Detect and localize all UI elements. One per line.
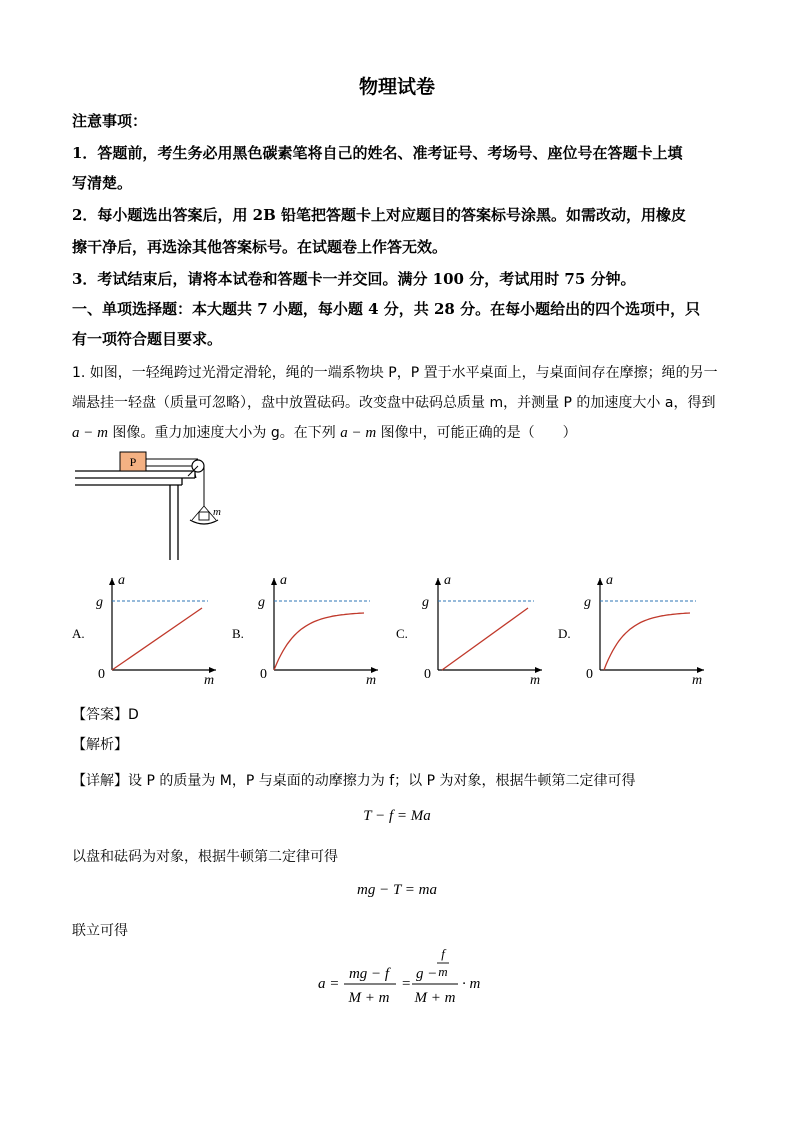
svg-text:M + m: M + m bbox=[348, 990, 390, 1006]
notice-item-1-line-2: 写清楚。 bbox=[72, 174, 133, 192]
question-line-1: 1. 如图，一轻绳跨过光滑定滑轮，绳的一端系物块 P，P 置于水平桌面上，与桌面间存在摩擦；绳的另一 bbox=[72, 365, 718, 381]
section-heading-line-2: 有一项符合题目要求。 bbox=[72, 330, 223, 348]
g-tick-label: g bbox=[258, 595, 265, 610]
y-axis-arrow bbox=[435, 578, 441, 585]
detail-text: 【详解】设 P 的质量为 M，P 与桌面的动摩擦力为 f；以 P 为对象，根据牛顿第二定律可得 bbox=[72, 773, 636, 789]
option-c-letter: C. bbox=[396, 626, 408, 641]
svg-text:=: = bbox=[402, 976, 411, 992]
y-axis-arrow bbox=[271, 578, 277, 585]
a-m-curve bbox=[442, 608, 528, 670]
g-tick-label: g bbox=[584, 595, 591, 610]
x-axis-label: m bbox=[692, 673, 703, 688]
apparatus-figure bbox=[70, 448, 240, 568]
svg-text:a =: a = bbox=[318, 976, 340, 992]
question-line-3: a − m 图像。重力加速度大小为 g。在下列 a − m 图像中，可能正确的是（ ） bbox=[72, 425, 577, 441]
svg-text:m: m bbox=[438, 964, 448, 979]
equation-1: T − f = Ma bbox=[363, 808, 431, 824]
y-axis-arrow bbox=[109, 578, 115, 585]
option-a-graph bbox=[90, 570, 230, 688]
pan bbox=[190, 520, 218, 524]
x-axis-label: m bbox=[366, 673, 377, 688]
svg-text:g −: g − bbox=[416, 966, 438, 982]
section-heading-line-1: 一、单项选择题：本大题共 7 小题，每小题 4 分，共 28 分。在每小题给出的四个选项中，只 bbox=[72, 300, 701, 318]
option-b-graph bbox=[252, 570, 392, 688]
a-m-curve bbox=[112, 608, 202, 670]
a-m-curve bbox=[604, 613, 690, 670]
notice-item-2-line-2: 擦干净后，再选涂其他答案标号。在试题卷上作答无效。 bbox=[72, 238, 448, 256]
g-tick-label: g bbox=[96, 595, 103, 610]
origin-label: 0 bbox=[586, 667, 593, 682]
svg-text:f: f bbox=[441, 946, 445, 961]
y-axis-label: a bbox=[118, 573, 125, 588]
origin-label: 0 bbox=[98, 667, 105, 682]
notice-item-2-line-1: 2．每小题选出答案后，用 2B 铅笔把答题卡上对应题目的答案标号涂黑。如需改动，用橡皮 bbox=[72, 206, 687, 224]
svg-text:· m: · m bbox=[462, 976, 481, 992]
option-b-letter: B. bbox=[232, 626, 244, 641]
page-title: 物理试卷 bbox=[358, 76, 435, 98]
origin-label: 0 bbox=[260, 667, 267, 682]
text-3: 联立可得 bbox=[72, 923, 128, 939]
y-axis-arrow bbox=[597, 578, 603, 585]
text-2: 以盘和砝码为对象，根据牛顿第二定律可得 bbox=[72, 849, 338, 865]
a-m-notation: a − m bbox=[72, 425, 108, 441]
a-m-notation: a − m bbox=[340, 425, 377, 441]
svg-text:mg − f: mg − f bbox=[348, 966, 390, 982]
notice-item-1-line-1: 1．答题前，考生务必用黑色碳素笔将自己的姓名、准考证号、考场号、座位号在答题卡上填 bbox=[72, 144, 683, 162]
y-axis-label: a bbox=[280, 573, 287, 588]
g-tick-label: g bbox=[422, 595, 429, 610]
weight bbox=[199, 512, 209, 520]
analysis-label: 【解析】 bbox=[72, 737, 128, 753]
y-axis-label: a bbox=[606, 573, 613, 588]
notice-heading: 注意事项： bbox=[72, 112, 148, 130]
x-axis-label: m bbox=[204, 673, 215, 688]
option-d-graph bbox=[578, 570, 718, 688]
notice-item-3: 3．考试结束后，请将本试卷和答题卡一并交回。满分 100 分，考试用时 75 分钟。 bbox=[72, 270, 636, 288]
option-c-graph bbox=[416, 570, 556, 688]
answer: 【答案】D bbox=[72, 707, 139, 723]
equation-2: mg − T = ma bbox=[357, 882, 437, 898]
origin-label: 0 bbox=[424, 667, 431, 682]
svg-text:M + m: M + m bbox=[414, 990, 456, 1006]
option-d-letter: D. bbox=[558, 626, 571, 641]
a-m-curve bbox=[274, 613, 364, 670]
mass-label: m bbox=[213, 506, 221, 518]
x-axis-label: m bbox=[530, 673, 541, 688]
option-a-letter: A. bbox=[72, 626, 85, 641]
question-line-2: 端悬挂一轻盘（质量可忽略），盘中放置砝码。改变盘中砝码总质量 m，并测量 P 的加速度大小 a，得到 bbox=[72, 395, 716, 411]
equation-3 bbox=[312, 944, 492, 1010]
block-p-label: P bbox=[129, 455, 137, 469]
y-axis-label: a bbox=[444, 573, 451, 588]
